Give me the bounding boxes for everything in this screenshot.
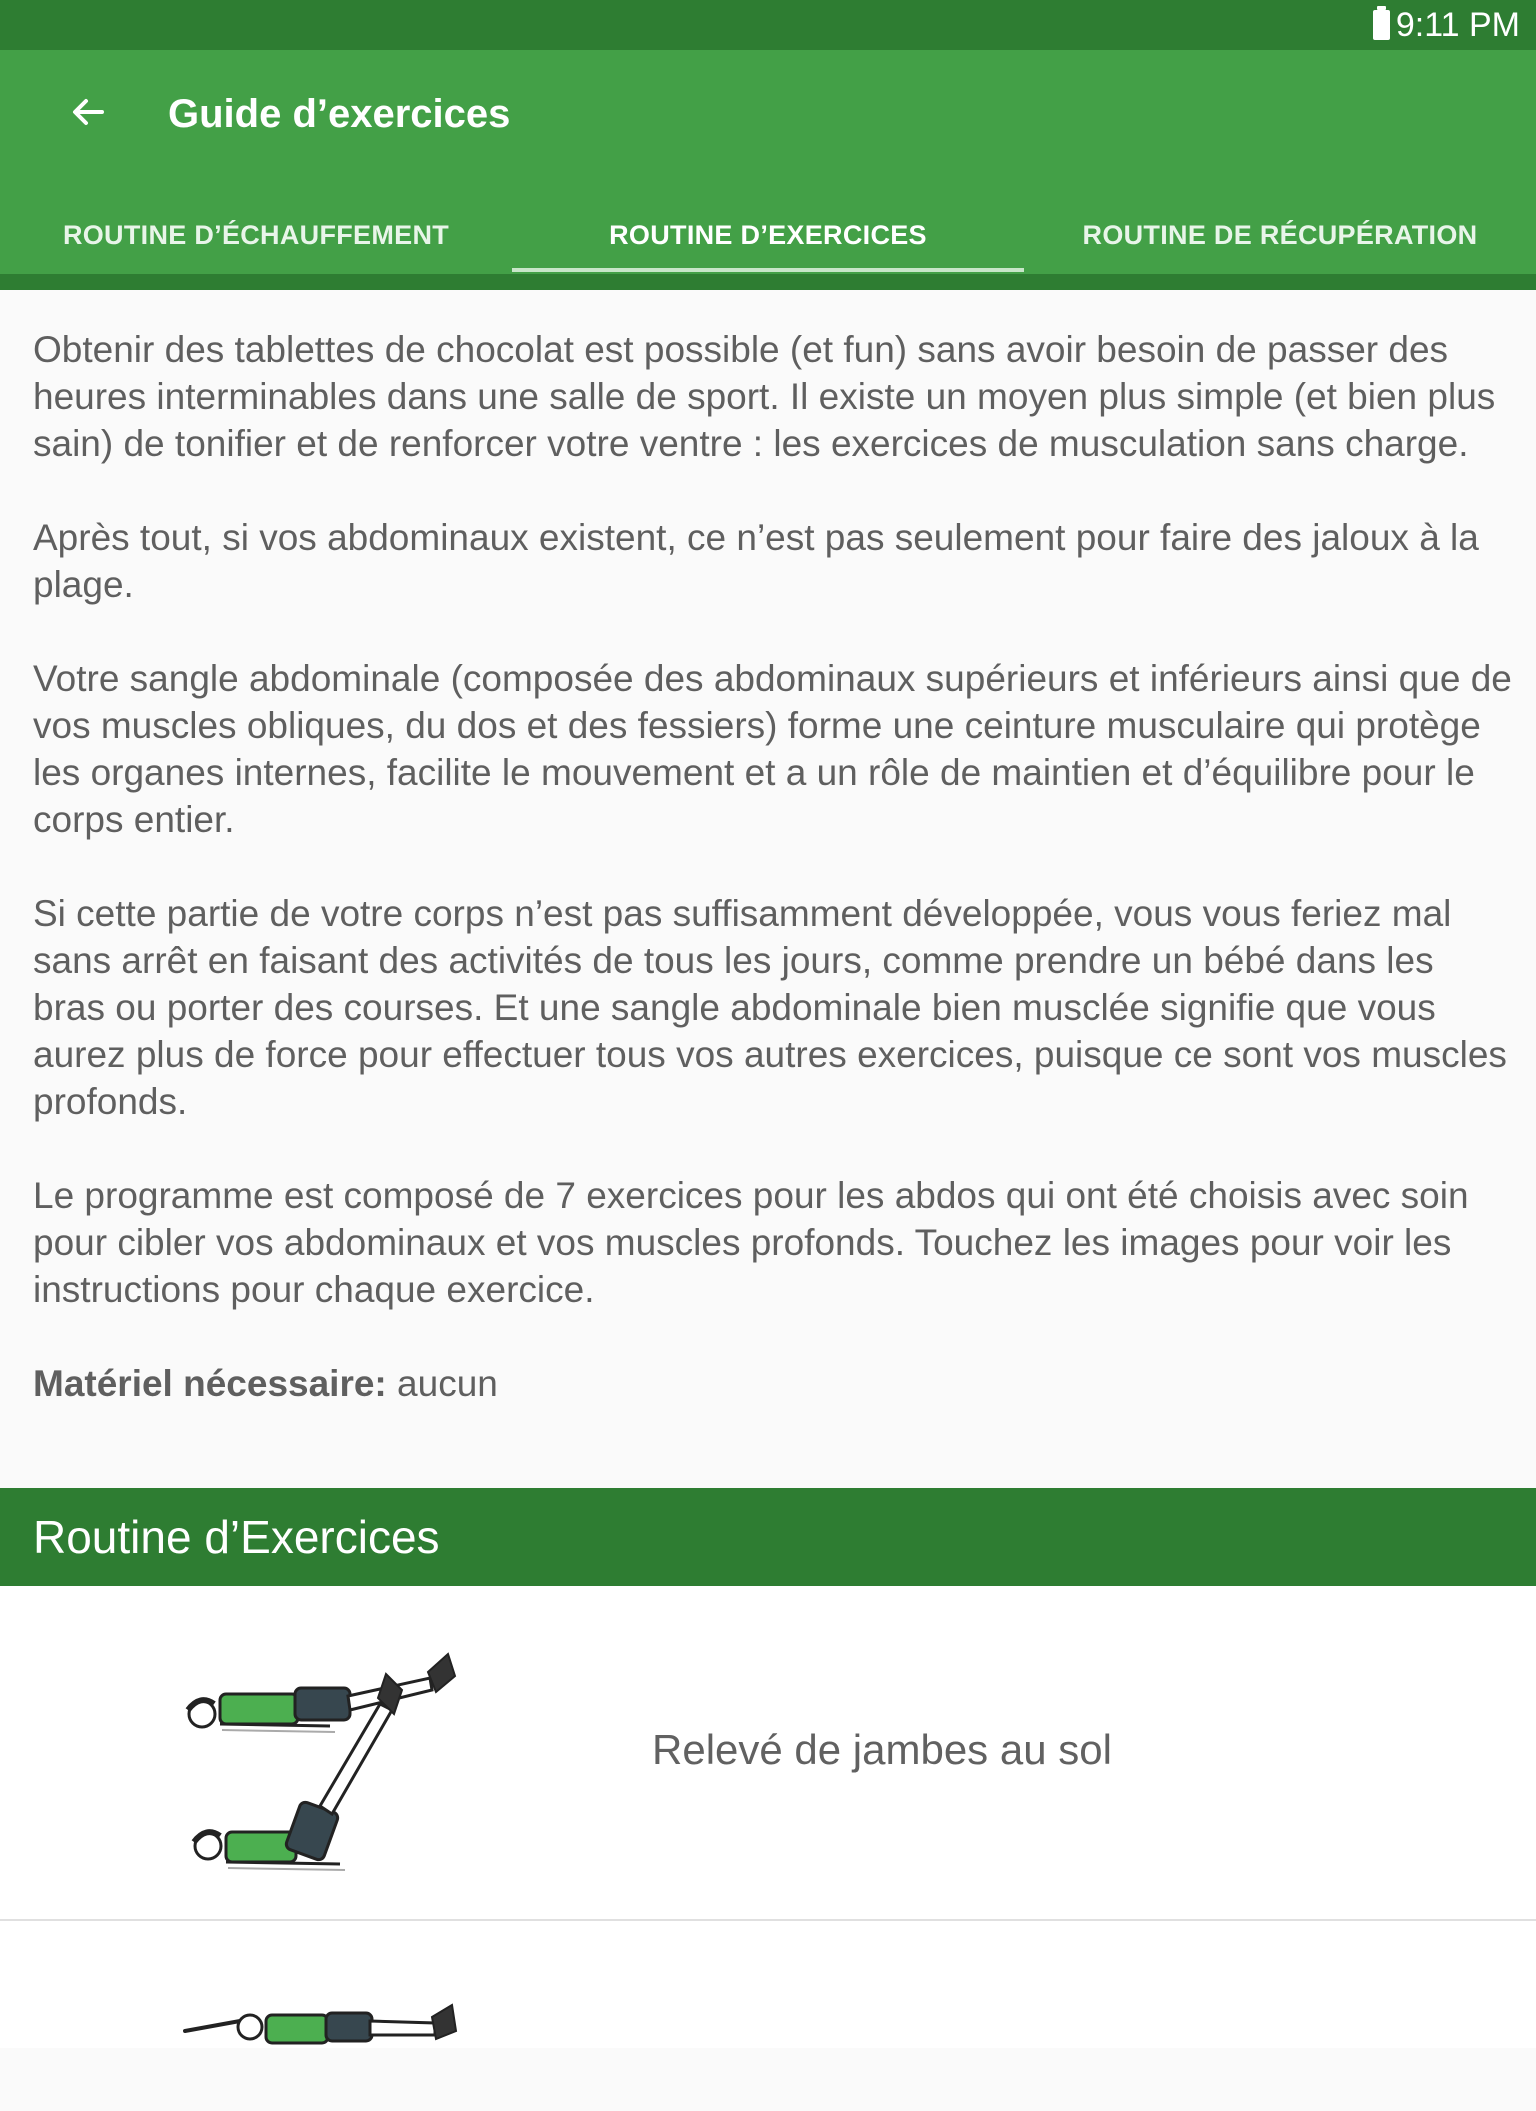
battery-icon <box>1373 10 1390 40</box>
status-bar-right <box>1373 0 1520 50</box>
app-bar <box>0 50 1536 274</box>
equipment-label: Matériel nécessaire: <box>33 1363 387 1404</box>
leg-raise-illustration[interactable] <box>180 1606 480 1896</box>
paragraph-2: Après tout, si vos abdominaux existent, ce n’est pas seulement pour faire des jaloux à la plage. <box>33 517 1479 605</box>
exercise-item-leg-raise[interactable] <box>0 1586 1536 1921</box>
tab-bar <box>0 196 1536 274</box>
back-button[interactable] <box>56 80 120 144</box>
exercise-name: Relevé de jambes au sol <box>652 1726 1112 1773</box>
tab-recovery[interactable]: ROUTINE DE RÉCUPÉRATION <box>1082 219 1478 250</box>
paragraph-3: Votre sangle abdominale (composée des abdominaux supérieurs et inférieurs ainsi que de vos muscles obliques, du dos et des fessiers) forme une ceinture musculaire qui protège les organes internes, facilite le mouvement et a un rôle de maintien et d’équilibre pour le corps entier. <box>33 658 1512 840</box>
page-title: Guide d’exercices <box>168 92 511 136</box>
tab-exercises[interactable]: ROUTINE D’EXERCICES <box>512 196 1024 274</box>
tab-warmup[interactable]: ROUTINE D’ÉCHAUFFEMENT <box>62 219 450 250</box>
description-content <box>33 326 1513 1407</box>
figure-lying <box>188 1654 455 1732</box>
tab-bar-divider <box>0 274 1536 290</box>
status-time: 9:11 PM <box>1395 5 1520 44</box>
equipment-line <box>33 1360 1513 1407</box>
exercise-item-2[interactable] <box>0 1921 1536 2048</box>
figure-arms-overhead <box>185 2005 456 2043</box>
status-bar <box>0 0 1536 50</box>
floor-exercise-illustration[interactable] <box>180 1991 480 2111</box>
paragraph-1: Obtenir des tablettes de chocolat est possible (et fun) sans avoir besoin de passer des heures interminables dans une salle de sport. Il existe un moyen plus simple (et bien plus sain) de tonifier et de renforcer votre ventre : les exercices de musculation sans charge. <box>33 329 1496 464</box>
paragraph-5: Le programme est composé de 7 exercices pour les abdos qui ont été choisis avec soin pour cibler vos abdominaux et vos muscles profonds. Touchez les images pour voir les instructions pour chaque exercice. <box>33 1175 1469 1310</box>
arrow-left-icon <box>68 92 108 132</box>
section-title: Routine d’Exercices <box>33 1511 440 1563</box>
paragraph-4: Si cette partie de votre corps n’est pas suffisamment développée, vous vous feriez mal sans arrêt en faisant des activités de tous les jours, comme prendre un bébé dans les bras ou porter des courses. Et une sangle abdominale bien musclée signifie que vous aurez plus de force pour effectuer tous vos autres exercices, puisque ce sont vos muscles profonds. <box>33 893 1507 1122</box>
equipment-value: aucun <box>386 1363 498 1404</box>
section-header <box>0 1488 1536 1586</box>
